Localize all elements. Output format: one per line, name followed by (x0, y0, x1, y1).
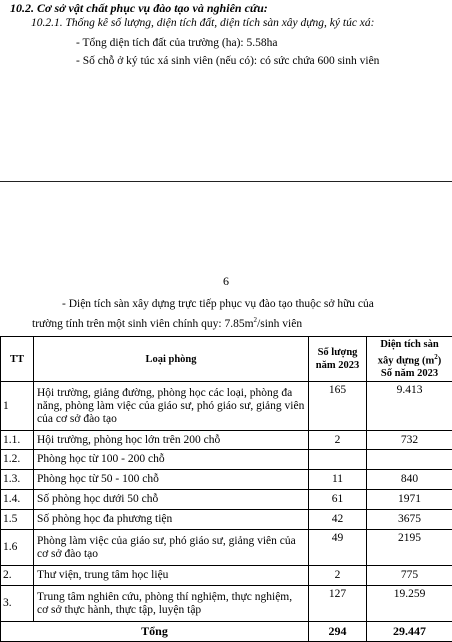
table-row (1, 510, 452, 530)
row-count: 165 (309, 382, 367, 431)
facilities-table (0, 336, 452, 642)
row-tt: 3. (1, 586, 34, 622)
table-row (1, 566, 452, 586)
row-area (367, 450, 452, 470)
row-count: 127 (309, 586, 367, 622)
total-count: 294 (309, 622, 367, 642)
row-area: 1971 (367, 490, 452, 510)
row-name: Số phòng học đa phương tiện (34, 510, 309, 530)
row-count: 42 (309, 510, 367, 530)
row-name: Số phòng học dưới 50 chỗ (34, 490, 309, 510)
row-area: 2195 (367, 530, 452, 566)
row-tt: 1.6 (1, 530, 34, 566)
section-title: 10.2. Cơ sở vật chất phục vụ đào tạo và nghiên cứu: (10, 1, 268, 16)
header-area (367, 337, 452, 382)
row-tt: 2. (1, 566, 34, 586)
row-area: 732 (367, 431, 452, 450)
header-room-type: Loại phòng (34, 337, 309, 382)
table-row (1, 431, 452, 450)
table-row (1, 382, 452, 431)
header-count (309, 337, 367, 382)
row-area: 19.259 (367, 586, 452, 622)
table-row (1, 450, 452, 470)
row-name: Hội trường, phòng học lớn trên 200 chỗ (34, 431, 309, 450)
row-area: 840 (367, 470, 452, 490)
row-name: Thư viện, trung tâm học liệu (34, 566, 309, 586)
paragraph-text: trường tính trên một sinh viên chính quy: 7.85m (32, 318, 254, 330)
row-count: 11 (309, 470, 367, 490)
table-header-row (1, 337, 452, 382)
row-name: Hội trường, giảng đường, phòng học các loại, phòng đa năng, phòng làm việc của giáo sư, phó giáo sư, giảng viên của cơ sở đào tạo (34, 382, 309, 431)
row-area: 3675 (367, 510, 452, 530)
table-row (1, 470, 452, 490)
header-text: ) (438, 355, 442, 366)
bullet-dormitory: - Số chỗ ở ký túc xá sinh viên (nếu có): có sức chứa 600 sinh viên (76, 55, 379, 67)
row-tt: 1.3. (1, 470, 34, 490)
bullet-land-area: - Tổng diện tích đất của trường (ha): 5.58ha (76, 37, 277, 49)
row-name: Phòng làm việc của giáo sư, phó giáo sư, giảng viên của cơ sở đào tạo (34, 530, 309, 566)
page-number: 6 (0, 274, 452, 289)
row-name: Phòng học từ 50 - 100 chỗ (34, 470, 309, 490)
row-count: 2 (309, 566, 367, 586)
row-count: 61 (309, 490, 367, 510)
header-text: Diện tích sàn (380, 339, 438, 350)
header-text: xây dựng (m (378, 355, 434, 366)
header-text: Số lượng (318, 347, 358, 358)
total-area: 29.447 (367, 622, 452, 642)
total-label: Tổng (1, 622, 309, 642)
row-count: 49 (309, 530, 367, 566)
row-name: Phòng học từ 100 - 200 chỗ (34, 450, 309, 470)
row-tt: 1.5 (1, 510, 34, 530)
row-tt: 1 (1, 382, 34, 431)
row-name: Trung tâm nghiên cứu, phòng thí nghiệm, thực nghiệm, cơ sở thực hành, thực tập, luyện tập (34, 586, 309, 622)
row-area: 9.413 (367, 382, 452, 431)
floor-area-paragraph-line2 (32, 316, 302, 330)
row-count (309, 450, 367, 470)
page-separator (0, 181, 452, 182)
row-count: 2 (309, 431, 367, 450)
row-tt: 1.2. (1, 450, 34, 470)
header-text: năm 2023 (316, 360, 359, 371)
paragraph-text: /sinh viên (257, 318, 302, 330)
table-row (1, 586, 452, 622)
row-tt: 1.4. (1, 490, 34, 510)
superscript: 2 (254, 316, 258, 324)
row-area: 775 (367, 566, 452, 586)
table-row (1, 530, 452, 566)
row-tt: 1.1. (1, 431, 34, 450)
table-row (1, 490, 452, 510)
header-tt: TT (1, 337, 34, 382)
superscript: 2 (434, 353, 438, 361)
header-text: Số năm 2023 (381, 368, 438, 379)
floor-area-paragraph-line1: - Diện tích sàn xây dựng trực tiếp phục vụ đào tạo thuộc sở hữu của (62, 298, 374, 310)
subsection-title: 10.2.1. Thống kê số lượng, diện tích đất, diện tích sàn xây dựng, ký túc xá: (31, 17, 375, 29)
